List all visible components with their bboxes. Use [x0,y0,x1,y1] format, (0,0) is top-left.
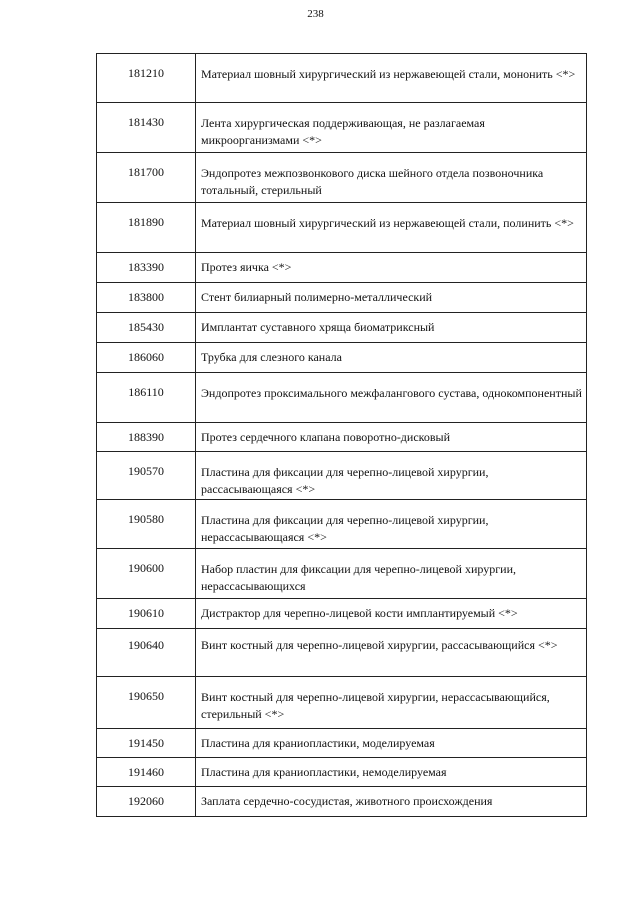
table-row [97,203,587,253]
code-cell: 192060 [97,787,196,817]
name-cell: Эндопротез проксимального межфалангового сустава, однокомпонентный [196,373,587,423]
code-cell: 190570 [97,452,196,500]
code-cell: 181430 [97,103,196,153]
table-row [97,787,587,817]
name-cell: Материал шовный хирургический из нержавеющей стали, мононить <*> [196,54,587,103]
table-row [97,758,587,787]
code-cell: 190650 [97,677,196,729]
name-cell: Трубка для слезного канала [196,343,587,373]
table-row [97,343,587,373]
name-cell: Винт костный для черепно-лицевой хирургии, рассасывающийся <*> [196,629,587,677]
table-row [97,373,587,423]
table-row [97,54,587,103]
code-cell: 188390 [97,423,196,452]
table-row [97,729,587,758]
table-row [97,313,587,343]
name-cell: Пластина для краниопластики, моделируемая [196,729,587,758]
code-cell: 181700 [97,153,196,203]
name-cell: Материал шовный хирургический из нержавеющей стали, полинить <*> [196,203,587,253]
name-cell: Протез сердечного клапана поворотно-дисковый [196,423,587,452]
name-cell: Пластина для фиксации для черепно-лицевой хирургии, рассасывающаяся <*> [196,452,587,500]
name-cell: Дистрактор для черепно-лицевой кости имплантируемый <*> [196,599,587,629]
table-row [97,549,587,599]
code-cell: 190610 [97,599,196,629]
code-cell: 190600 [97,549,196,599]
name-cell: Пластина для краниопластики, немоделируемая [196,758,587,787]
table-row [97,283,587,313]
code-cell: 190580 [97,500,196,549]
name-cell: Набор пластин для фиксации для черепно-лицевой хирургии, нерассасывающихся [196,549,587,599]
code-cell: 181210 [97,54,196,103]
table-row [97,452,587,500]
table-row [97,599,587,629]
code-cell: 186110 [97,373,196,423]
table-row [97,677,587,729]
code-cell: 186060 [97,343,196,373]
code-cell: 183390 [97,253,196,283]
table-row [97,103,587,153]
name-cell: Заплата сердечно-сосудистая, животного происхождения [196,787,587,817]
device-registry-table [96,53,587,817]
page-number: 238 [307,8,324,20]
code-cell: 191450 [97,729,196,758]
code-cell: 185430 [97,313,196,343]
name-cell: Имплантат суставного хряща биоматриксный [196,313,587,343]
table-row [97,629,587,677]
name-cell: Протез яичка <*> [196,253,587,283]
name-cell: Винт костный для черепно-лицевой хирургии, нерассасывающийся, стерильный <*> [196,677,587,729]
code-cell: 181890 [97,203,196,253]
table-row [97,153,587,203]
code-cell: 183800 [97,283,196,313]
code-cell: 191460 [97,758,196,787]
name-cell: Стент билиарный полимерно-металлический [196,283,587,313]
table-row [97,423,587,452]
name-cell: Лента хирургическая поддерживающая, не разлагаемая микроорганизмами <*> [196,103,587,153]
name-cell: Эндопротез межпозвонкового диска шейного отдела позвоночника тотальный, стерильный [196,153,587,203]
name-cell: Пластина для фиксации для черепно-лицевой хирургии, нерассасывающаяся <*> [196,500,587,549]
code-cell: 190640 [97,629,196,677]
table-row [97,253,587,283]
table-row [97,500,587,549]
